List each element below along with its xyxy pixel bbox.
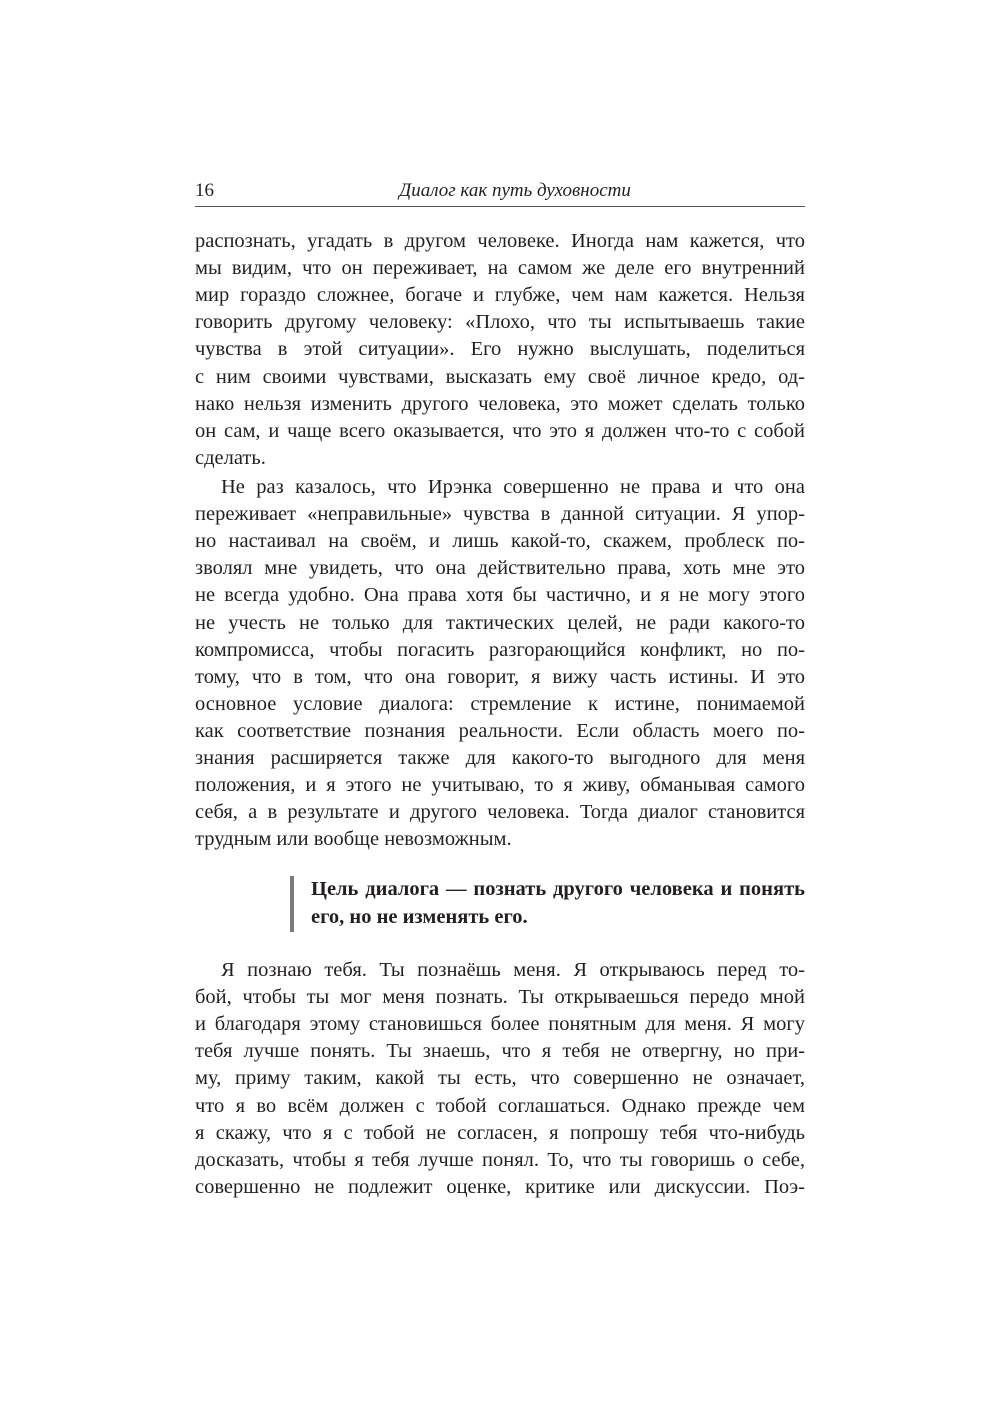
text-line: бой, чтобы ты мог меня познать. Ты открываешься передо мной bbox=[195, 986, 805, 1009]
text-line: нако нельзя изменить другого человека, это может сделать только bbox=[195, 392, 805, 415]
text-line: тебя лучше понять. Ты знаешь, что я тебя не отвергну, но при- bbox=[195, 1040, 805, 1063]
text-line: совершенно не подлежит оценке, критике или дискуссии. Поэ- bbox=[195, 1175, 805, 1198]
text-line: знания расширяется также для какого-то выгодного для меня bbox=[195, 747, 805, 769]
pullquote-bar bbox=[290, 876, 294, 932]
text-line: не всегда удобно. Она права хотя бы частично, и я не могу этого bbox=[195, 584, 805, 607]
text-line: но настаивал на своём, и лишь какой-то, скажем, проблеск по- bbox=[195, 530, 805, 553]
page-number: 16 bbox=[195, 180, 214, 201]
text-line: Не раз казалось, что Ирэнка совершенно не права и что она bbox=[221, 476, 805, 498]
text-line: основное условие диалога: стремление к истине, понимаемой bbox=[195, 692, 805, 715]
text-line: зволял мне увидеть, что она действительно права, хоть мне это bbox=[195, 557, 805, 580]
text-line: распознать, угадать в другом человеке. Иногда нам кажется, что bbox=[195, 230, 805, 252]
text-line: я скажу, что я с тобой не согласен, я попрошу тебя что-нибудь bbox=[195, 1121, 805, 1144]
text-line: мир гораздо сложнее, богаче и глубже, чем нам кажется. Нельзя bbox=[195, 284, 805, 307]
text-line: с ним своими чувствами, высказать ему своё личное кредо, од- bbox=[195, 365, 805, 388]
text-line: сделать. bbox=[195, 446, 266, 469]
running-header bbox=[195, 178, 805, 207]
text-line: тому, что в том, что она говорит, я вижу часть истины. И это bbox=[195, 665, 805, 688]
running-title: Диалог как путь духовности bbox=[399, 180, 631, 201]
pullquote-line: его, но не изменять его. bbox=[311, 906, 528, 928]
text-line: и благодаря этому становишься более понятным для меня. Я могу bbox=[195, 1013, 805, 1036]
pullquote-line: Цель диалога — познать другого человека и понять bbox=[311, 878, 805, 900]
text-line: не учесть не только для тактических целей, не ради какого-то bbox=[195, 611, 805, 634]
text-line: му, приму таким, какой ты есть, что совершенно не означает, bbox=[195, 1067, 805, 1090]
text-line: чувства в этой ситуации». Его нужно выслушать, поделиться bbox=[195, 338, 805, 361]
text-line: как соответствие познания реальности. Если область моего по- bbox=[195, 719, 805, 742]
text-line: компромисса, чтобы погасить разгорающийся конфликт, но по- bbox=[195, 638, 805, 661]
text-line: трудным или вообще невозможным. bbox=[195, 828, 512, 851]
text-line: он сам, и чаще всего оказывается, что это я должен что-то с собой bbox=[195, 419, 805, 442]
text-line: положения, и я этого не учитываю, то я живу, обманывая самого bbox=[195, 774, 805, 797]
text-line: говорить другому человеку: «Плохо, что ты испытываешь такие bbox=[195, 311, 805, 334]
text-line: Я познаю тебя. Ты познаёшь меня. Я открываюсь перед то- bbox=[221, 959, 805, 981]
text-line: переживает «неправильные» чувства в данной ситуации. Я упор- bbox=[195, 503, 805, 526]
text-line: себя, а в результате и другого человека. Тогда диалог становится bbox=[195, 801, 805, 824]
text-line: что я во всём должен с тобой соглашаться. Однако прежде чем bbox=[195, 1094, 805, 1117]
text-line: мы видим, что он переживает, на самом же деле его внутренний bbox=[195, 257, 805, 280]
text-line: досказать, чтобы я тебя лучше понял. То, что ты говоришь о себе, bbox=[195, 1148, 805, 1171]
